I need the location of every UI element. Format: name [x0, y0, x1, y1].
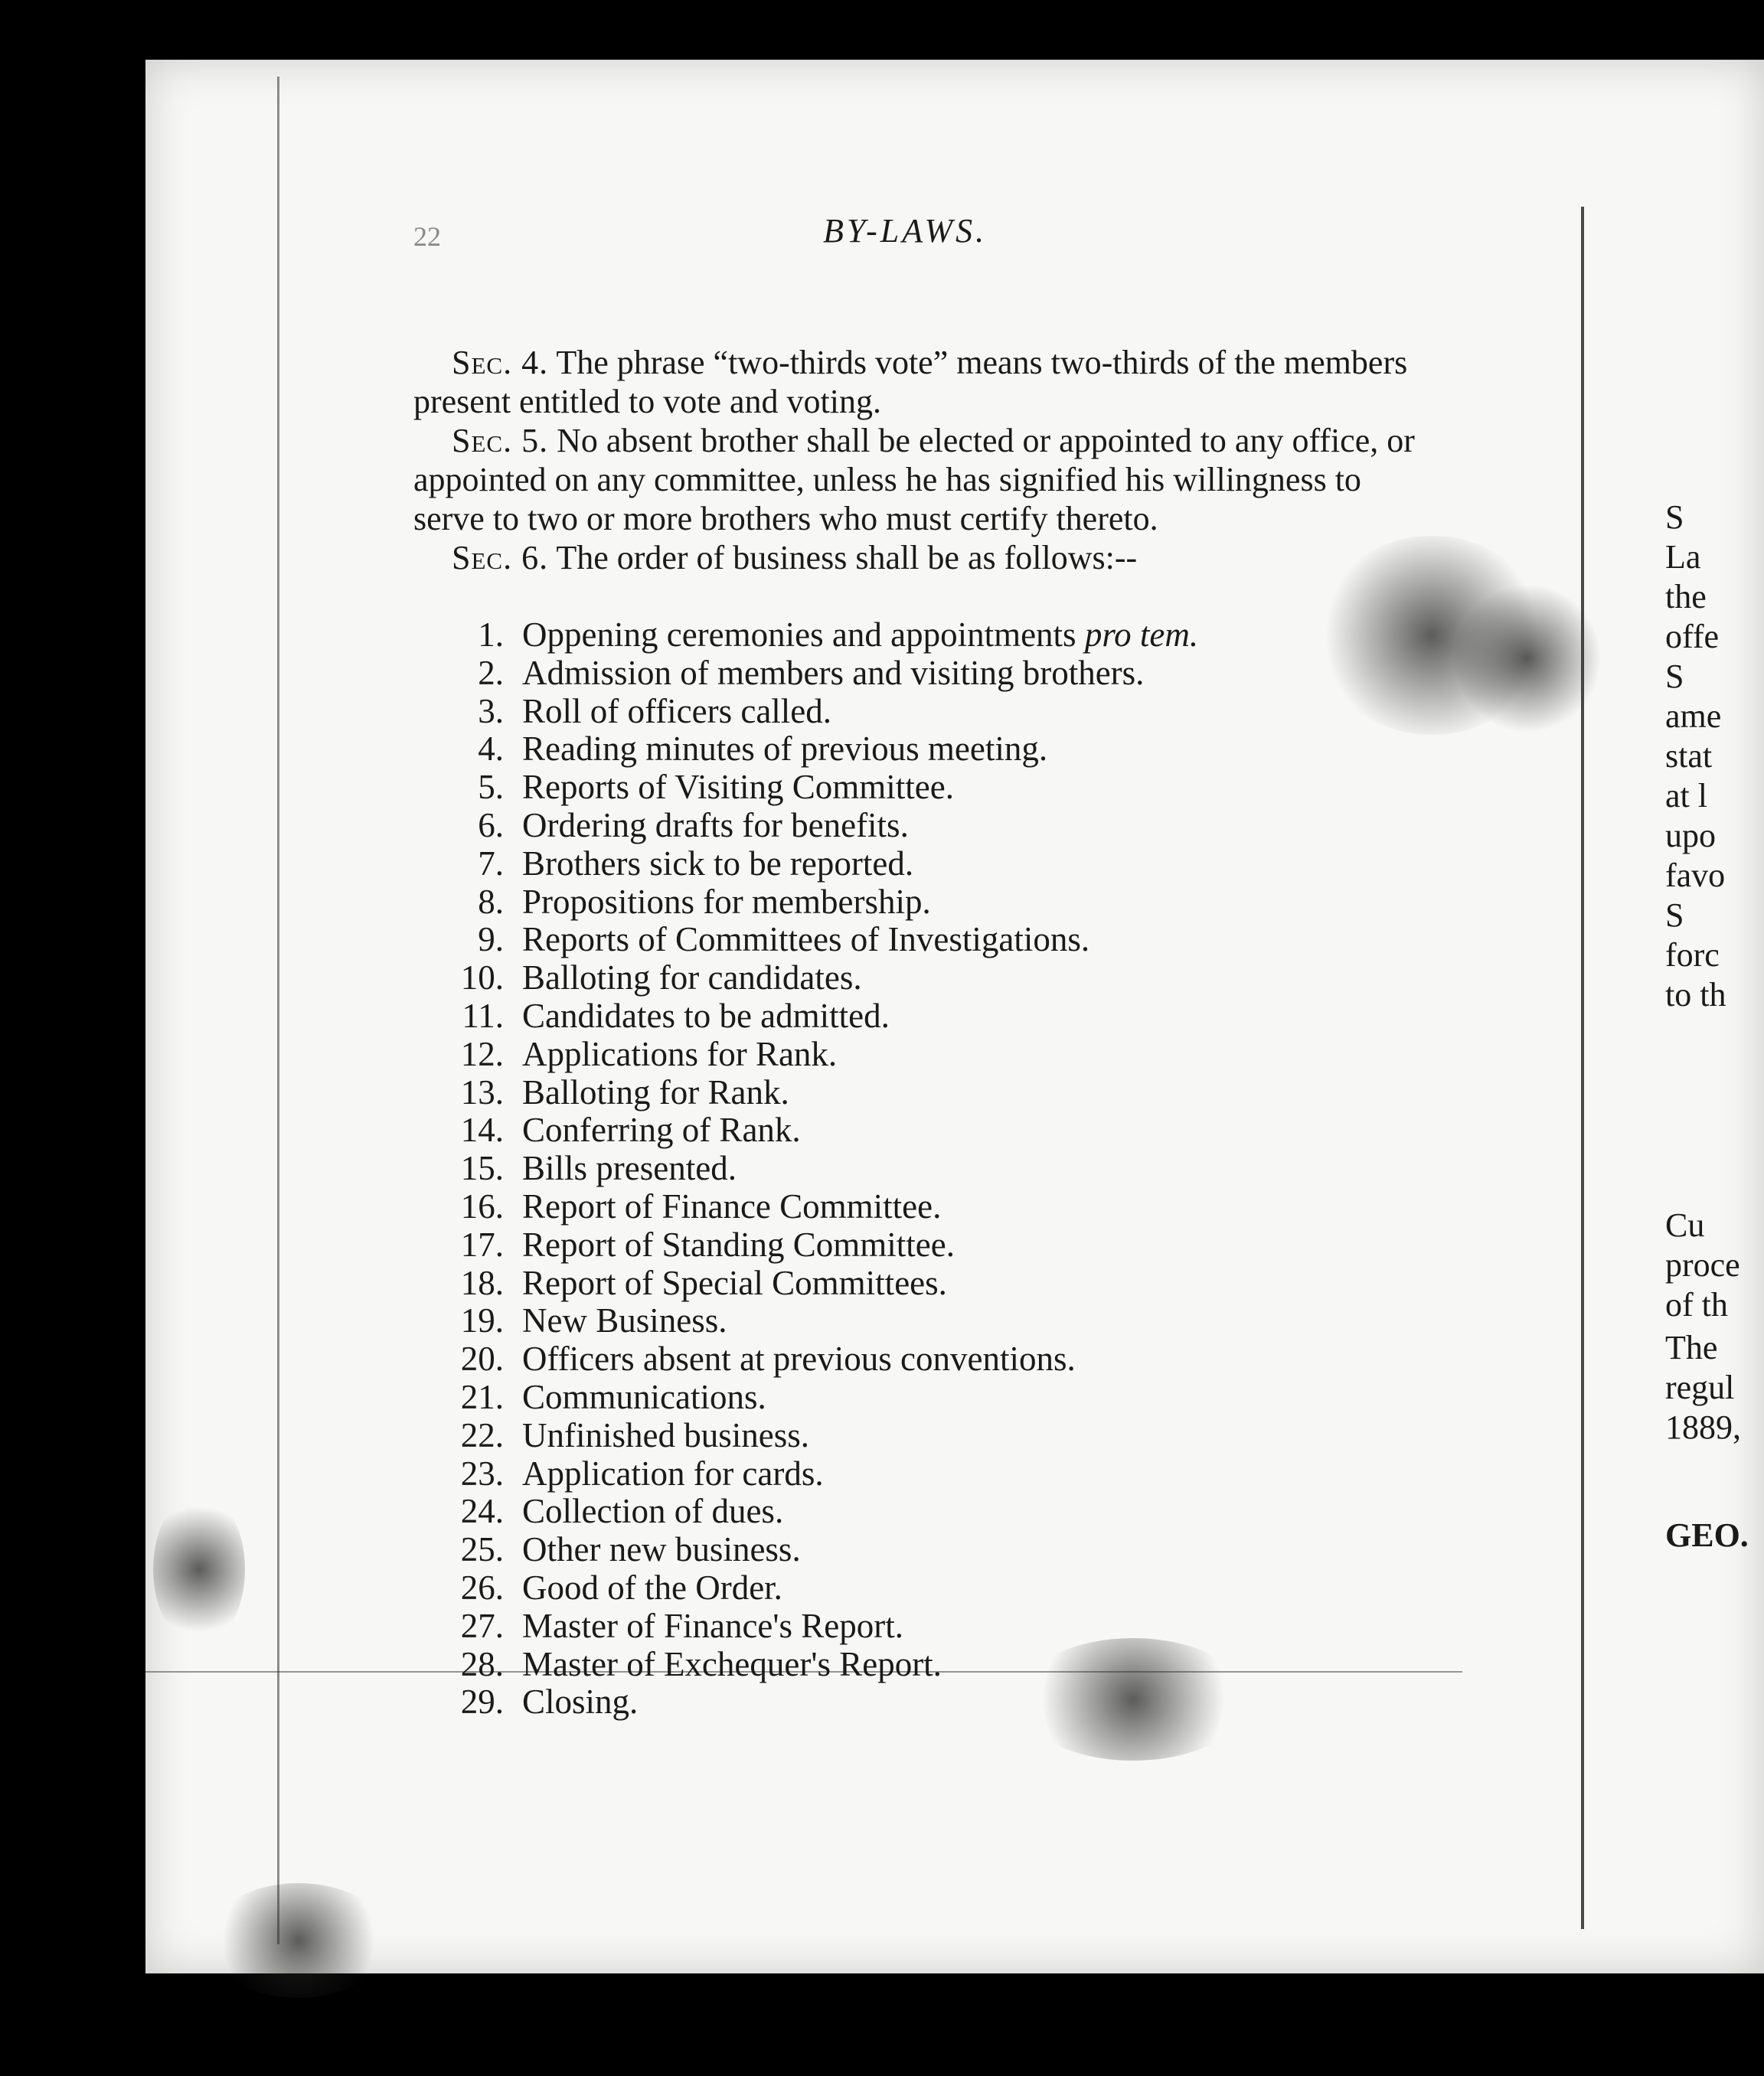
ink-stain	[153, 1493, 245, 1646]
business-item	[436, 845, 1432, 883]
business-item	[436, 1531, 1432, 1569]
fragment-line: La	[1665, 538, 1701, 576]
business-item-text: Balloting for Rank.	[522, 1072, 789, 1111]
business-item	[436, 1340, 1432, 1379]
sections	[413, 343, 1439, 577]
section-text: The order of business shall be as follows:--	[556, 539, 1138, 576]
business-item	[436, 1074, 1432, 1112]
business-item-text: Admission of members and visiting brothers.	[522, 653, 1145, 692]
business-item-number: 10.	[460, 958, 504, 997]
business-item-text: Report of Special Committees.	[522, 1263, 947, 1302]
business-item	[436, 1569, 1432, 1608]
business-item	[436, 921, 1432, 959]
business-item-number: 16.	[460, 1187, 504, 1226]
business-item	[436, 1188, 1432, 1226]
fragment-line: regul	[1665, 1369, 1735, 1406]
business-item	[436, 730, 1432, 769]
business-item-text: Oppening ceremonies and appointments pro tem.	[522, 615, 1199, 654]
fragment-line: 1889,	[1665, 1408, 1741, 1446]
business-item-number: 29.	[460, 1683, 504, 1722]
fragment-line: the	[1665, 578, 1707, 615]
business-item-text: Brothers sick to be reported.	[522, 844, 914, 883]
business-item-number: 4.	[478, 730, 504, 769]
business-item-text: Report of Finance Committee.	[522, 1187, 942, 1226]
business-item-number: 21.	[460, 1377, 504, 1416]
fragment-line: ame	[1665, 697, 1722, 735]
right-page-fragment	[1665, 896, 1764, 1015]
business-item	[436, 1150, 1432, 1188]
business-item-text: Other new business.	[522, 1530, 801, 1569]
business-item	[436, 997, 1432, 1036]
business-item-text: Master of Finance's Report.	[522, 1606, 903, 1645]
business-item-number: 5.	[478, 768, 504, 807]
page-edge-line	[277, 77, 279, 1944]
fragment-line: offe	[1665, 618, 1720, 655]
business-item	[436, 1036, 1432, 1074]
business-item-text: Communications.	[522, 1377, 766, 1416]
business-item	[436, 1683, 1432, 1722]
business-item-text: Applications for Rank.	[522, 1034, 838, 1073]
business-item-text: Application for cards.	[522, 1454, 824, 1493]
fragment-line: upo	[1665, 817, 1716, 854]
business-item-text: Propositions for membership.	[522, 882, 931, 921]
business-item	[436, 654, 1432, 693]
business-item-text: Good of the Order.	[522, 1568, 782, 1607]
section-label: Sec. 5.	[452, 422, 549, 459]
business-item	[436, 1608, 1432, 1646]
section-text: No absent brother shall be elected or appointed to any office, or appointed on any committee, unless he has signified his willingness to serve to two or more brothers who must certify thereto.	[413, 422, 1415, 537]
fragment-line: S	[1665, 658, 1684, 695]
business-item-number: 25.	[460, 1530, 504, 1569]
business-item-number: 12.	[460, 1034, 504, 1073]
business-item-number: 1.	[478, 615, 504, 654]
business-item-number: 24.	[460, 1492, 504, 1531]
business-item-number: 2.	[478, 653, 504, 692]
section-label: Sec. 6.	[452, 539, 549, 576]
business-item-number: 22.	[460, 1415, 504, 1454]
business-item-text: Collection of dues.	[522, 1492, 784, 1531]
business-item	[436, 959, 1432, 997]
business-item	[436, 1417, 1432, 1455]
section-5	[413, 421, 1439, 538]
business-item-italic: pro tem.	[1084, 615, 1199, 654]
fragment-line: forc	[1665, 936, 1720, 974]
business-item	[436, 1455, 1432, 1493]
business-item-text: Reports of Visiting Committee.	[522, 768, 954, 807]
business-item-number: 3.	[478, 691, 504, 730]
business-item-text: Closing.	[522, 1683, 639, 1722]
fragment-line: Cu	[1665, 1206, 1705, 1244]
binding-fold	[1581, 207, 1584, 1929]
business-item-text: Ordering drafts for benefits.	[522, 805, 909, 844]
section-4	[413, 343, 1439, 421]
fragment-line: of th	[1665, 1286, 1728, 1324]
fragment-line: S	[1665, 896, 1684, 934]
business-item	[436, 616, 1432, 654]
ink-stain	[207, 1883, 390, 1998]
business-item-number: 11.	[462, 996, 504, 1035]
business-item-text: Reading minutes of previous meeting.	[522, 730, 1048, 769]
section-label: Sec. 4.	[452, 344, 549, 381]
business-item	[436, 693, 1432, 731]
business-item-text: Reports of Committees of Investigations.	[522, 920, 1090, 959]
business-item	[436, 1646, 1432, 1684]
business-item-number: 15.	[460, 1149, 504, 1188]
business-item-text: Officers absent at previous conventions.	[522, 1340, 1076, 1379]
business-item-number: 6.	[478, 805, 504, 844]
business-item	[436, 1111, 1432, 1150]
business-item-number: 18.	[460, 1263, 504, 1302]
fragment-line: S	[1665, 498, 1684, 536]
business-item-number: 14.	[460, 1111, 504, 1150]
business-item-number: 9.	[478, 920, 504, 959]
business-item-text: Master of Exchequer's Report.	[522, 1644, 942, 1683]
right-page-fragment	[1665, 1328, 1764, 1448]
business-item	[436, 1226, 1432, 1265]
business-item-number: 20.	[460, 1340, 504, 1379]
fragment-line: stat	[1665, 737, 1713, 775]
order-of-business-list	[436, 616, 1432, 1722]
business-item-number: 23.	[460, 1454, 504, 1493]
right-page-fragment	[1665, 1516, 1764, 1555]
business-item-text: New Business.	[522, 1301, 727, 1340]
business-item	[436, 1265, 1432, 1303]
fragment-line: GEO.	[1665, 1516, 1749, 1554]
right-page-fragment	[1665, 657, 1764, 896]
business-item-text: Bills presented.	[522, 1149, 737, 1188]
business-item-number: 7.	[478, 844, 504, 883]
page-header: BY-LAWS.	[823, 212, 988, 250]
business-item-text: Unfinished business.	[522, 1415, 809, 1454]
business-item	[436, 769, 1432, 807]
business-item-text: Balloting for candidates.	[522, 958, 862, 997]
fragment-line: proce	[1665, 1246, 1740, 1284]
section-text: The phrase “two-thirds vote” means two-thirds of the members present entitled to vote and voting.	[413, 344, 1408, 420]
fragment-line: at l	[1665, 777, 1707, 814]
section-6	[413, 538, 1439, 577]
business-item-number: 13.	[460, 1072, 504, 1111]
ink-stain	[1455, 582, 1600, 735]
business-item-text: Roll of officers called.	[522, 691, 832, 730]
page-number: 22	[413, 221, 441, 252]
business-item-number: 28.	[460, 1644, 504, 1683]
business-item-number: 27.	[460, 1606, 504, 1645]
business-item	[436, 1302, 1432, 1340]
fragment-line: favo	[1665, 857, 1726, 894]
business-item-number: 19.	[460, 1301, 504, 1340]
business-item-text: Conferring of Rank.	[522, 1111, 801, 1150]
business-item	[436, 883, 1432, 922]
business-item	[436, 807, 1432, 845]
business-item	[436, 1493, 1432, 1531]
fragment-line: The	[1665, 1329, 1718, 1366]
business-item-number: 8.	[478, 882, 504, 921]
business-item-number: 17.	[460, 1225, 504, 1264]
right-page-fragment	[1665, 1206, 1764, 1325]
business-item	[436, 1379, 1432, 1417]
business-item-text: Report of Standing Committee.	[522, 1225, 955, 1264]
business-item-number: 26.	[460, 1568, 504, 1607]
right-page-fragment	[1665, 498, 1764, 657]
business-item-text: Candidates to be admitted.	[522, 996, 890, 1035]
fragment-line: to th	[1665, 976, 1726, 1014]
